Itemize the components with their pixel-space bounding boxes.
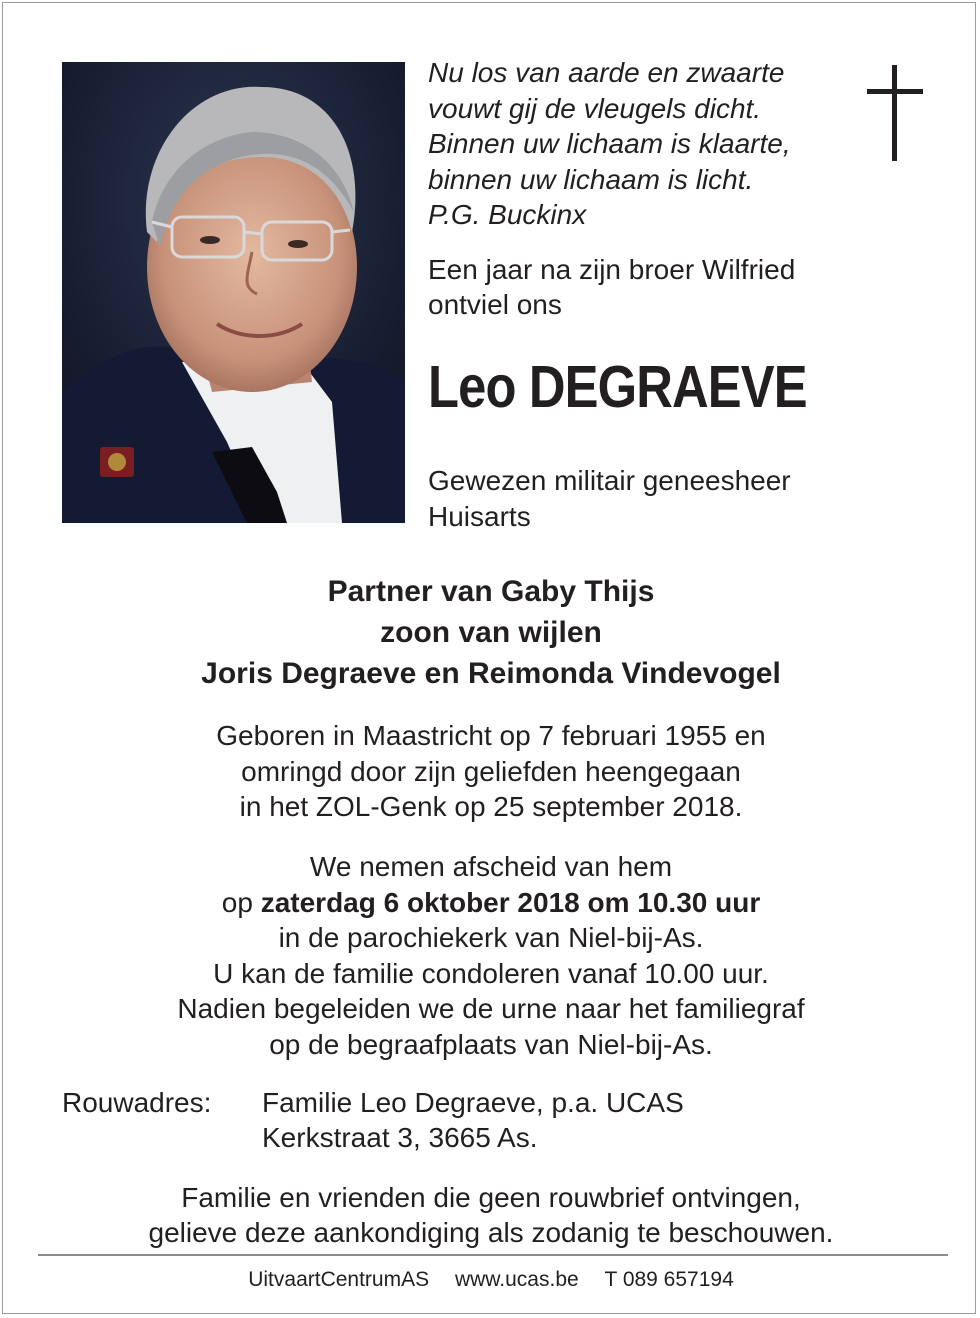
service-line: op de begraafplaats van Niel-bij-As. [269,1028,713,1060]
portrait-photo [62,62,405,523]
address-line: Kerkstraat 3, 3665 As. [262,1122,538,1153]
service-prefix: op [221,886,261,918]
footer [3,1268,979,1292]
family-line: Partner van Gaby Thijs [327,575,655,608]
profession [428,463,791,535]
birth-line: Geboren in Maastricht op 7 februari 1955 en [216,720,766,751]
poem-author: P.G. Buckinx [428,199,587,230]
intro-line: Een jaar na zijn broer Wilfried [428,254,796,285]
service-date-bold: zaterdag 6 oktober 2018 om 10.30 uur [260,886,761,918]
intro-line: ontviel ons [428,289,562,320]
profession-line: Gewezen militair geneesheer [428,465,791,496]
poem-line: vouwt gij de vleugels dicht. [428,92,762,124]
poem-line: Binnen uw lichaam is klaarte, [428,128,791,159]
obituary-card [2,2,976,1314]
cross-icon [867,65,923,161]
footer-phone: T 089 657194 [604,1268,734,1291]
service-line: We nemen afscheid van hem [309,851,673,882]
intro-text [428,252,795,322]
address-line: Familie Leo Degraeve, p.a. UCAS [262,1087,684,1118]
poem-line: binnen uw lichaam is licht. [428,163,754,195]
footer-website[interactable]: www.ucas.be [454,1268,579,1291]
poem-line: Nu los van aarde en zwaarte [428,57,785,88]
portrait-illustration [62,62,405,523]
address-lines [262,1085,684,1155]
poem [428,55,791,233]
service-line: Nadien begeleiden we de urne naar het familiegraf [177,993,805,1024]
notice-line: Familie en vrienden die geen rouwbrief ontvingen, [181,1182,801,1213]
address-label: Rouwadres: [62,1087,212,1118]
footer-company: UitvaartCentrumAS [248,1268,430,1291]
divider [38,1254,948,1256]
birth-line: in het ZOL-Genk op 25 september 2018. [239,791,743,822]
family-line: Joris Degraeve en Reimonda Vindevogel [201,657,781,690]
birth-line: omringd door zijn geliefden heengegaan [241,755,741,787]
profession-line: Huisarts [428,501,531,532]
birth-and-death [3,718,979,825]
notice-text [3,1180,979,1250]
family-line: zoon van wijlen [380,616,602,649]
service-line: in de parochiekerk van Niel-bij-As. [278,922,704,953]
service-datetime [3,885,979,921]
deceased-name: Leo DEGRAEVE [428,354,807,420]
service-line: U kan de familie condoleren vanaf 10.00 uur. [213,957,769,989]
funeral-service [3,849,979,1062]
family-relations [3,571,979,694]
notice-line: gelieve deze aankondiging als zodanig te beschouwen. [148,1217,834,1248]
